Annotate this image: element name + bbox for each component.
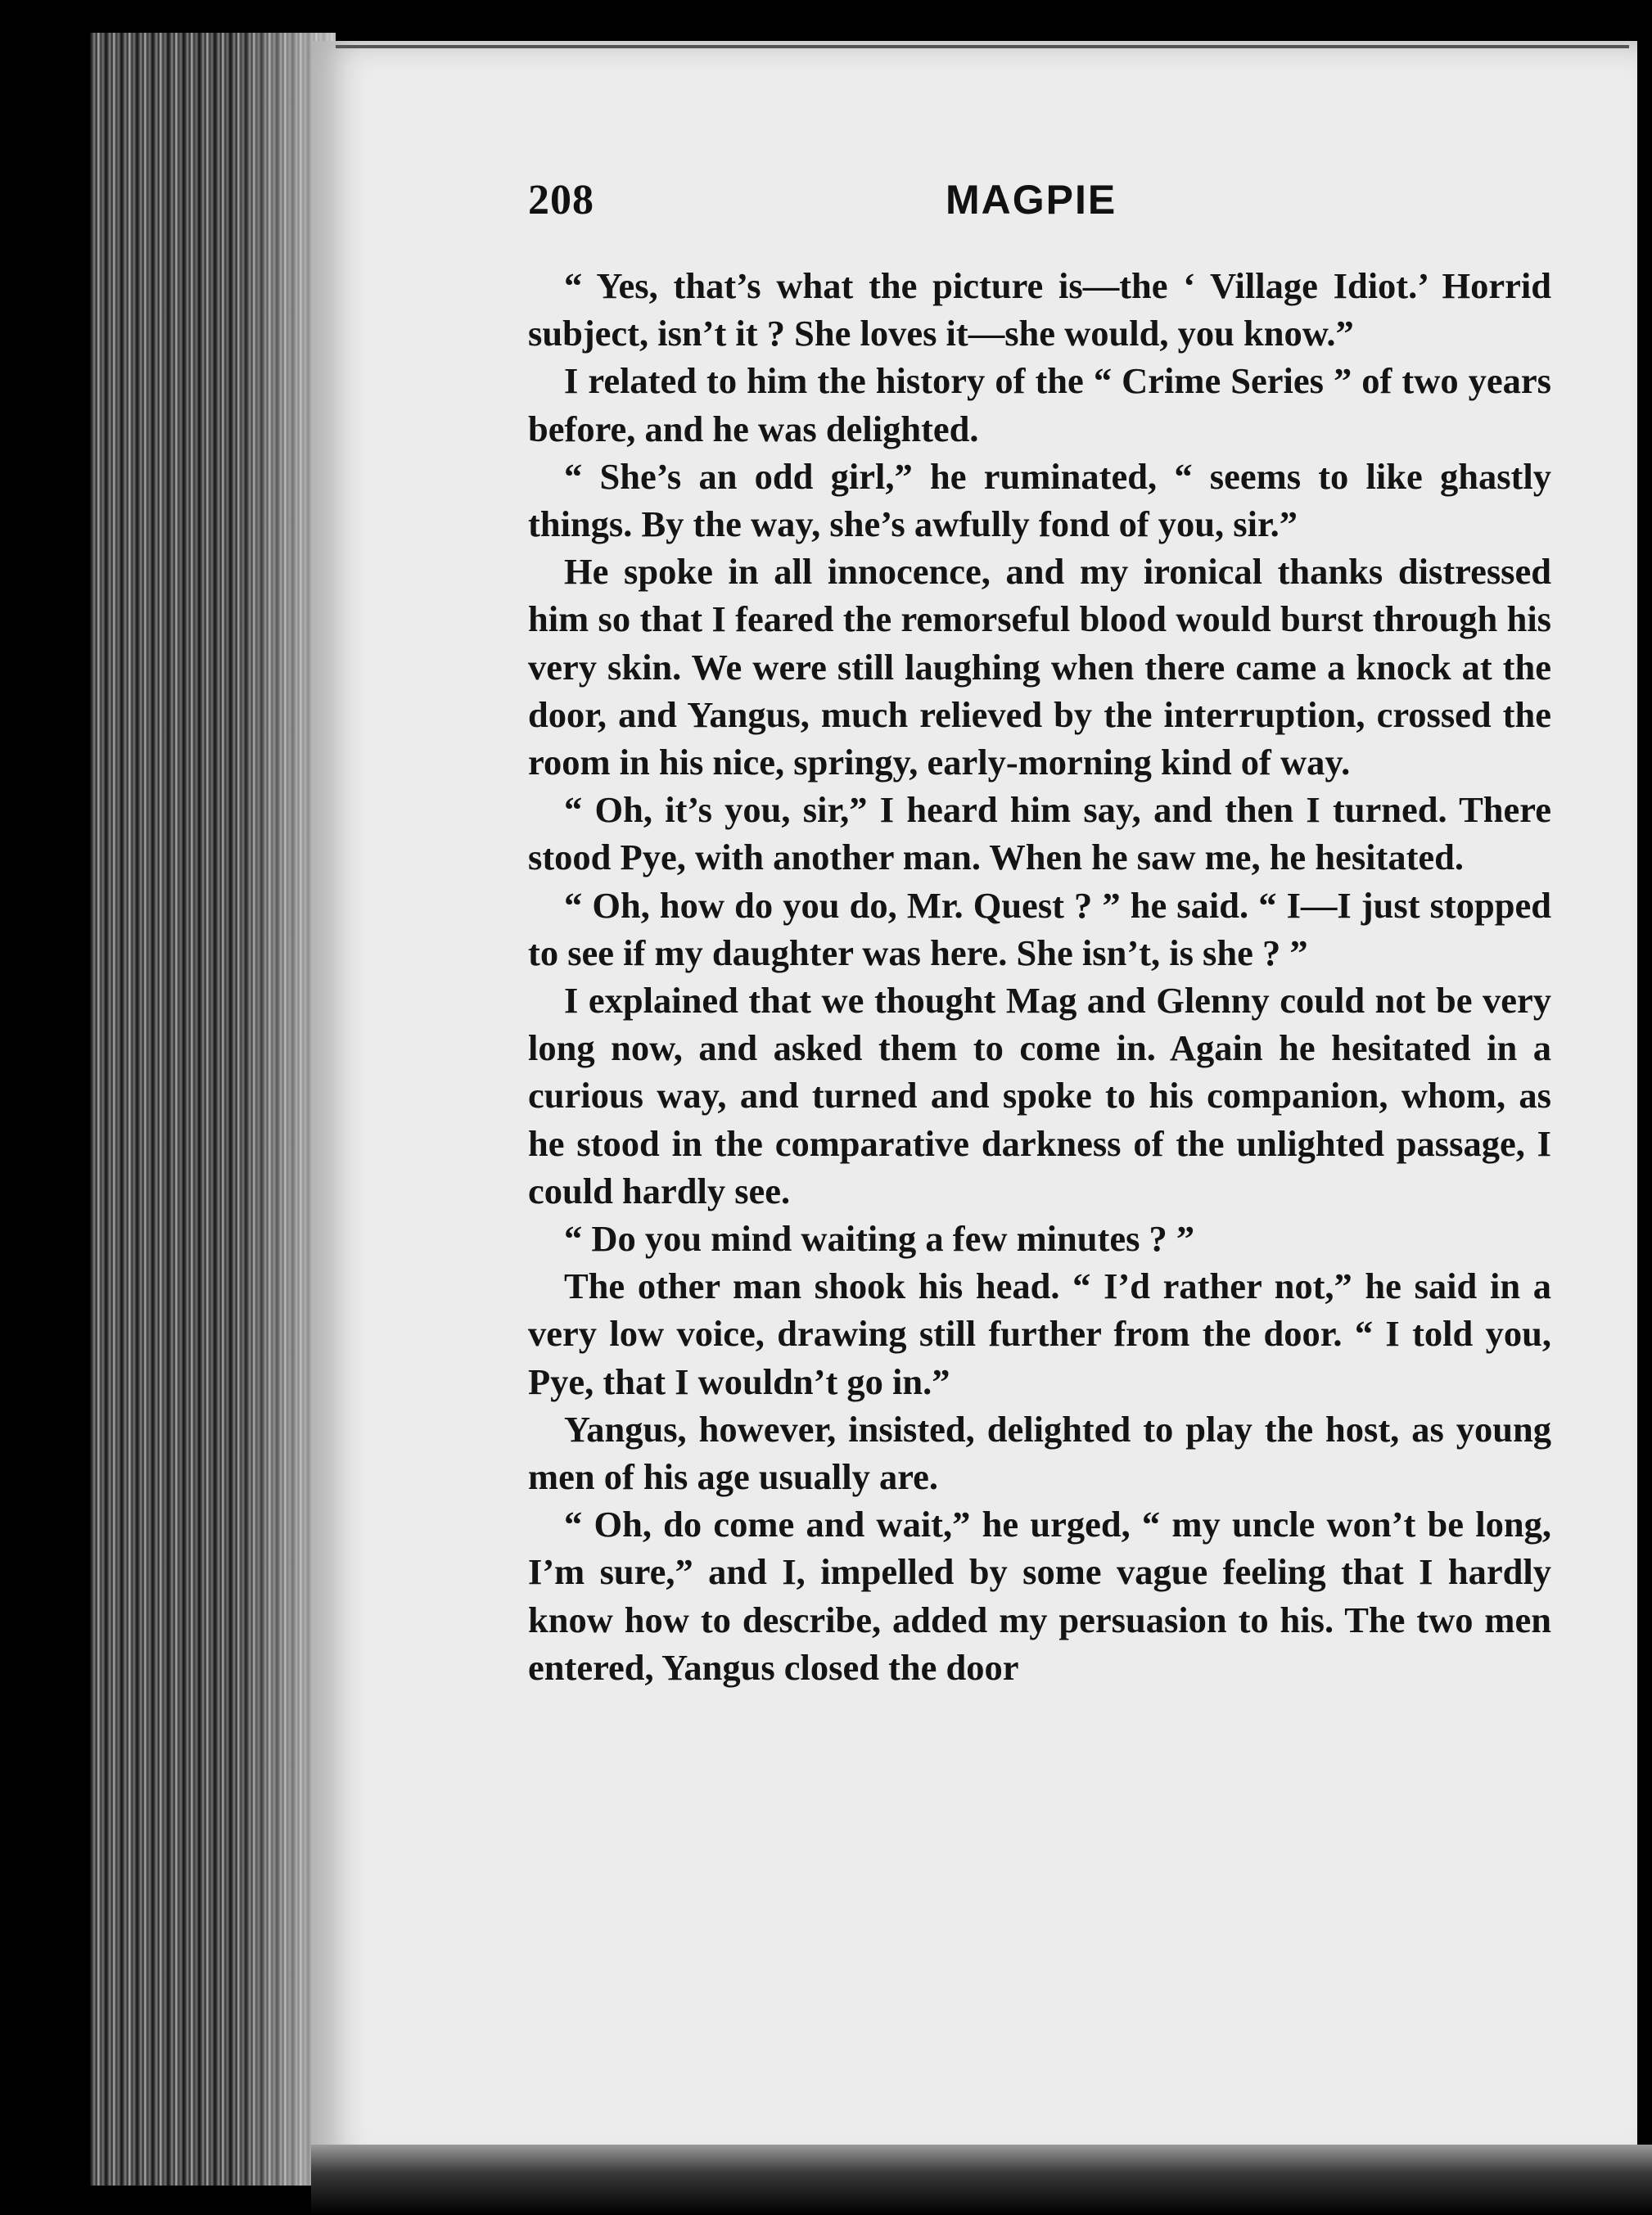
page-title: MAGPIE bbox=[946, 177, 1117, 223]
running-head bbox=[528, 176, 1551, 241]
paragraph: “ Do you mind waiting a few minutes ? ” bbox=[564, 1218, 1195, 1260]
page-top-rule bbox=[336, 45, 1629, 48]
paragraph: “ Yes, that’s what the picture is—the ‘ Village Idiot.’ Horrid subject, isn’t it ? She loves it—she would, you know.” bbox=[528, 265, 1551, 354]
paragraph: “ Oh, how do you do, Mr. Quest ? ” he said. “ I—I just stopped to see if my daughter was here. She isn’t, is she ? ” bbox=[528, 884, 1551, 973]
scan-border-bottom bbox=[311, 2145, 1652, 2215]
paragraph: “ Oh, do come and wait,” he urged, “ my uncle won’t be long, I’m sure,” and I, impelled by some vague feeling that I hardly know how to describe, added my persuasion to his. The two men entered, Yangus closed the door bbox=[528, 1504, 1551, 1688]
paragraph: “ She’s an odd girl,” he ruminated, “ seems to like ghastly things. By the way, she’s awfully fond of you, sir.” bbox=[528, 455, 1551, 545]
book-page-edges bbox=[90, 33, 336, 2186]
body-text bbox=[528, 262, 1551, 1691]
page-number: 208 bbox=[528, 177, 594, 223]
paragraph: Yangus, however, insisted, delighted to play the host, as young men of his age usually are. bbox=[528, 1408, 1551, 1498]
paragraph: “ Oh, it’s you, sir,” I heard him say, and then I turned. There stood Pye, with another man. When he saw me, he hesitated. bbox=[528, 789, 1551, 878]
paragraph: I explained that we thought Mag and Glenny could not be very long now, and asked them to come in. Again he hesitated in a curious way, and turned and spoke to his companion, whom, as he stood in the comparative darkness of the unlighted passage, I could hardly see. bbox=[528, 980, 1551, 1211]
paragraph: The other man shook his head. “ I’d rather not,” he said in a very low voice, drawing still further from the door. “ I told you, Pye, that I wouldn’t go in.” bbox=[528, 1265, 1551, 1402]
paragraph: I related to him the history of the “ Crime Series ” of two years before, and he was delighted. bbox=[528, 360, 1551, 449]
paragraph: He spoke in all innocence, and my ironical thanks distressed him so that I feared the remorseful blood would burst through his very skin. We were still laughing when there came a knock at the door, and Yangus, much relieved by the interruption, crossed the room in his nice, springy, early-morning kind of way. bbox=[528, 551, 1551, 783]
